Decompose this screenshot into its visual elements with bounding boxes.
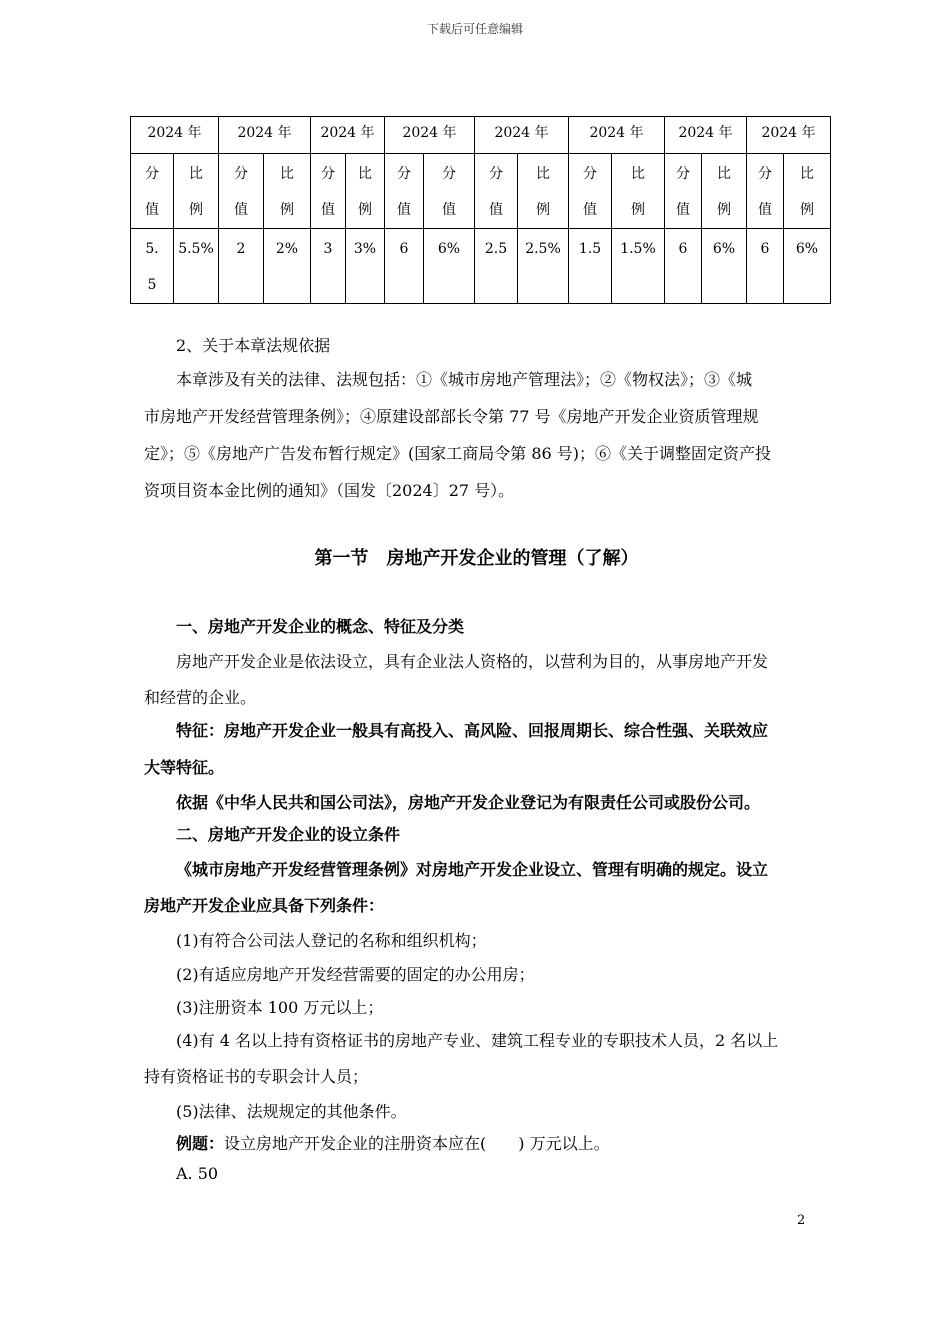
section-title: 第一节 房地产开发企业的管理（了解） bbox=[314, 548, 639, 569]
ratio-subheader: 比例 bbox=[358, 166, 372, 218]
ratio-value: 3% bbox=[346, 229, 385, 304]
score-value: 6 bbox=[385, 229, 424, 304]
ratio-value: 6% bbox=[424, 229, 475, 304]
condition-item: (1)有符合公司法人登记的名称和组织机构； bbox=[176, 931, 487, 950]
year-cell: 2024 年 bbox=[569, 117, 665, 154]
year-cell: 2024 年 bbox=[219, 117, 311, 154]
score-subheader: 分值 bbox=[397, 166, 411, 218]
score-value: 6 bbox=[665, 229, 702, 304]
conditions-heading: 二、房地产开发企业的设立条件 bbox=[176, 825, 401, 844]
table-row-years bbox=[131, 117, 831, 154]
conditions-intro-line: 《城市房地产开发经营管理条例》对房地产开发企业设立、管理有明确的规定。设立 bbox=[176, 860, 769, 879]
option-a: A. 50 bbox=[176, 1164, 219, 1183]
features-para-line: 大等特征。 bbox=[144, 758, 225, 777]
example-text: 设立房地产开发企业的注册资本应在( ) 万元以上。 bbox=[224, 1134, 610, 1153]
example-label: 例题： bbox=[176, 1134, 225, 1153]
condition-item: (3)注册资本 100 万元以上； bbox=[176, 998, 384, 1017]
year-cell: 2024 年 bbox=[747, 117, 831, 154]
ratio-subheader: 比例 bbox=[800, 166, 814, 218]
score-ratio-table bbox=[130, 116, 831, 304]
table-row-values bbox=[131, 229, 831, 304]
concept-para-line: 和经营的企业。 bbox=[144, 688, 257, 707]
score-subheader: 分值 bbox=[442, 166, 456, 218]
year-cell: 2024 年 bbox=[311, 117, 385, 154]
ratio-value: 6% bbox=[784, 229, 831, 304]
regulation-para-line: 市房地产开发经营管理条例》；④原建设部部长令第 77 号《房地产开发企业资质管理规 bbox=[144, 407, 759, 426]
ratio-value: 2% bbox=[264, 229, 311, 304]
regulation-para-line: 定》；⑤《房地产广告发布暂行规定》(国家工商局令第 86 号)；⑥《关于调整固定资产投 bbox=[144, 444, 772, 463]
regulation-heading: 2、关于本章法规依据 bbox=[176, 336, 331, 355]
company-law-para: 依据《中华人民共和国公司法》，房地产开发企业登记为有限责任公司或股份公司。 bbox=[176, 793, 761, 812]
condition-item: (4)有 4 名以上持有资格证书的房地产专业、建筑工程专业的专职技术人员，2 名以上 bbox=[176, 1031, 779, 1050]
page-header-note: 下载后可任意编辑 bbox=[426, 22, 523, 36]
score-subheader: 分值 bbox=[758, 166, 772, 218]
condition-item: (5)法律、法规规定的其他条件。 bbox=[176, 1102, 407, 1121]
regulation-para-line: 资项目资本金比例的通知》（国发〔2024〕27 号）。 bbox=[144, 481, 515, 500]
score-value: 3 bbox=[311, 229, 346, 304]
score-value: 1.5 bbox=[569, 229, 612, 304]
year-cell: 2024 年 bbox=[665, 117, 747, 154]
score-value: 2.5 bbox=[475, 229, 518, 304]
example-question bbox=[176, 1131, 610, 1154]
score-subheader: 分值 bbox=[234, 166, 248, 218]
year-cell: 2024 年 bbox=[131, 117, 219, 154]
regulation-para-line: 本章涉及有关的法律、法规包括：①《城市房地产管理法》；②《物权法》；③《城 bbox=[176, 370, 753, 389]
condition-item: 持有资格证书的专职会计人员； bbox=[144, 1067, 369, 1086]
year-cell: 2024 年 bbox=[475, 117, 569, 154]
ratio-subheader: 比例 bbox=[189, 166, 203, 218]
conditions-intro-line: 房地产开发企业应具备下列条件： bbox=[144, 896, 385, 915]
ratio-value: 1.5% bbox=[612, 229, 665, 304]
score-subheader: 分值 bbox=[321, 166, 335, 218]
score-subheader: 分值 bbox=[583, 166, 597, 218]
ratio-value: 2.5% bbox=[518, 229, 569, 304]
ratio-subheader: 比例 bbox=[280, 166, 294, 218]
ratio-subheader: 比例 bbox=[717, 166, 731, 218]
score-value: 6 bbox=[747, 229, 784, 304]
ratio-value: 6% bbox=[702, 229, 747, 304]
score-subheader: 分值 bbox=[145, 166, 159, 218]
condition-item: (2)有适应房地产开发经营需要的固定的办公用房； bbox=[176, 965, 535, 984]
features-para-line: 特征：房地产开发企业一般具有高投入、高风险、回报周期长、综合性强、关联效应 bbox=[176, 721, 769, 740]
concept-para-line: 房地产开发企业是依法设立，具有企业法人资格的，以营利为目的，从事房地产开发 bbox=[176, 652, 769, 671]
score-subheader: 分值 bbox=[489, 166, 503, 218]
ratio-subheader: 比例 bbox=[536, 166, 550, 218]
table-row-subheaders bbox=[131, 154, 831, 229]
ratio-value: 5.5% bbox=[174, 229, 219, 304]
page-number: 2 bbox=[797, 1213, 806, 1228]
concept-heading: 一、房地产开发企业的概念、特征及分类 bbox=[176, 617, 465, 636]
score-value: 2 bbox=[219, 229, 264, 304]
score-value: 5.5 bbox=[145, 241, 159, 293]
year-cell: 2024 年 bbox=[385, 117, 475, 154]
score-subheader: 分值 bbox=[676, 166, 690, 218]
ratio-subheader: 比例 bbox=[631, 166, 645, 218]
